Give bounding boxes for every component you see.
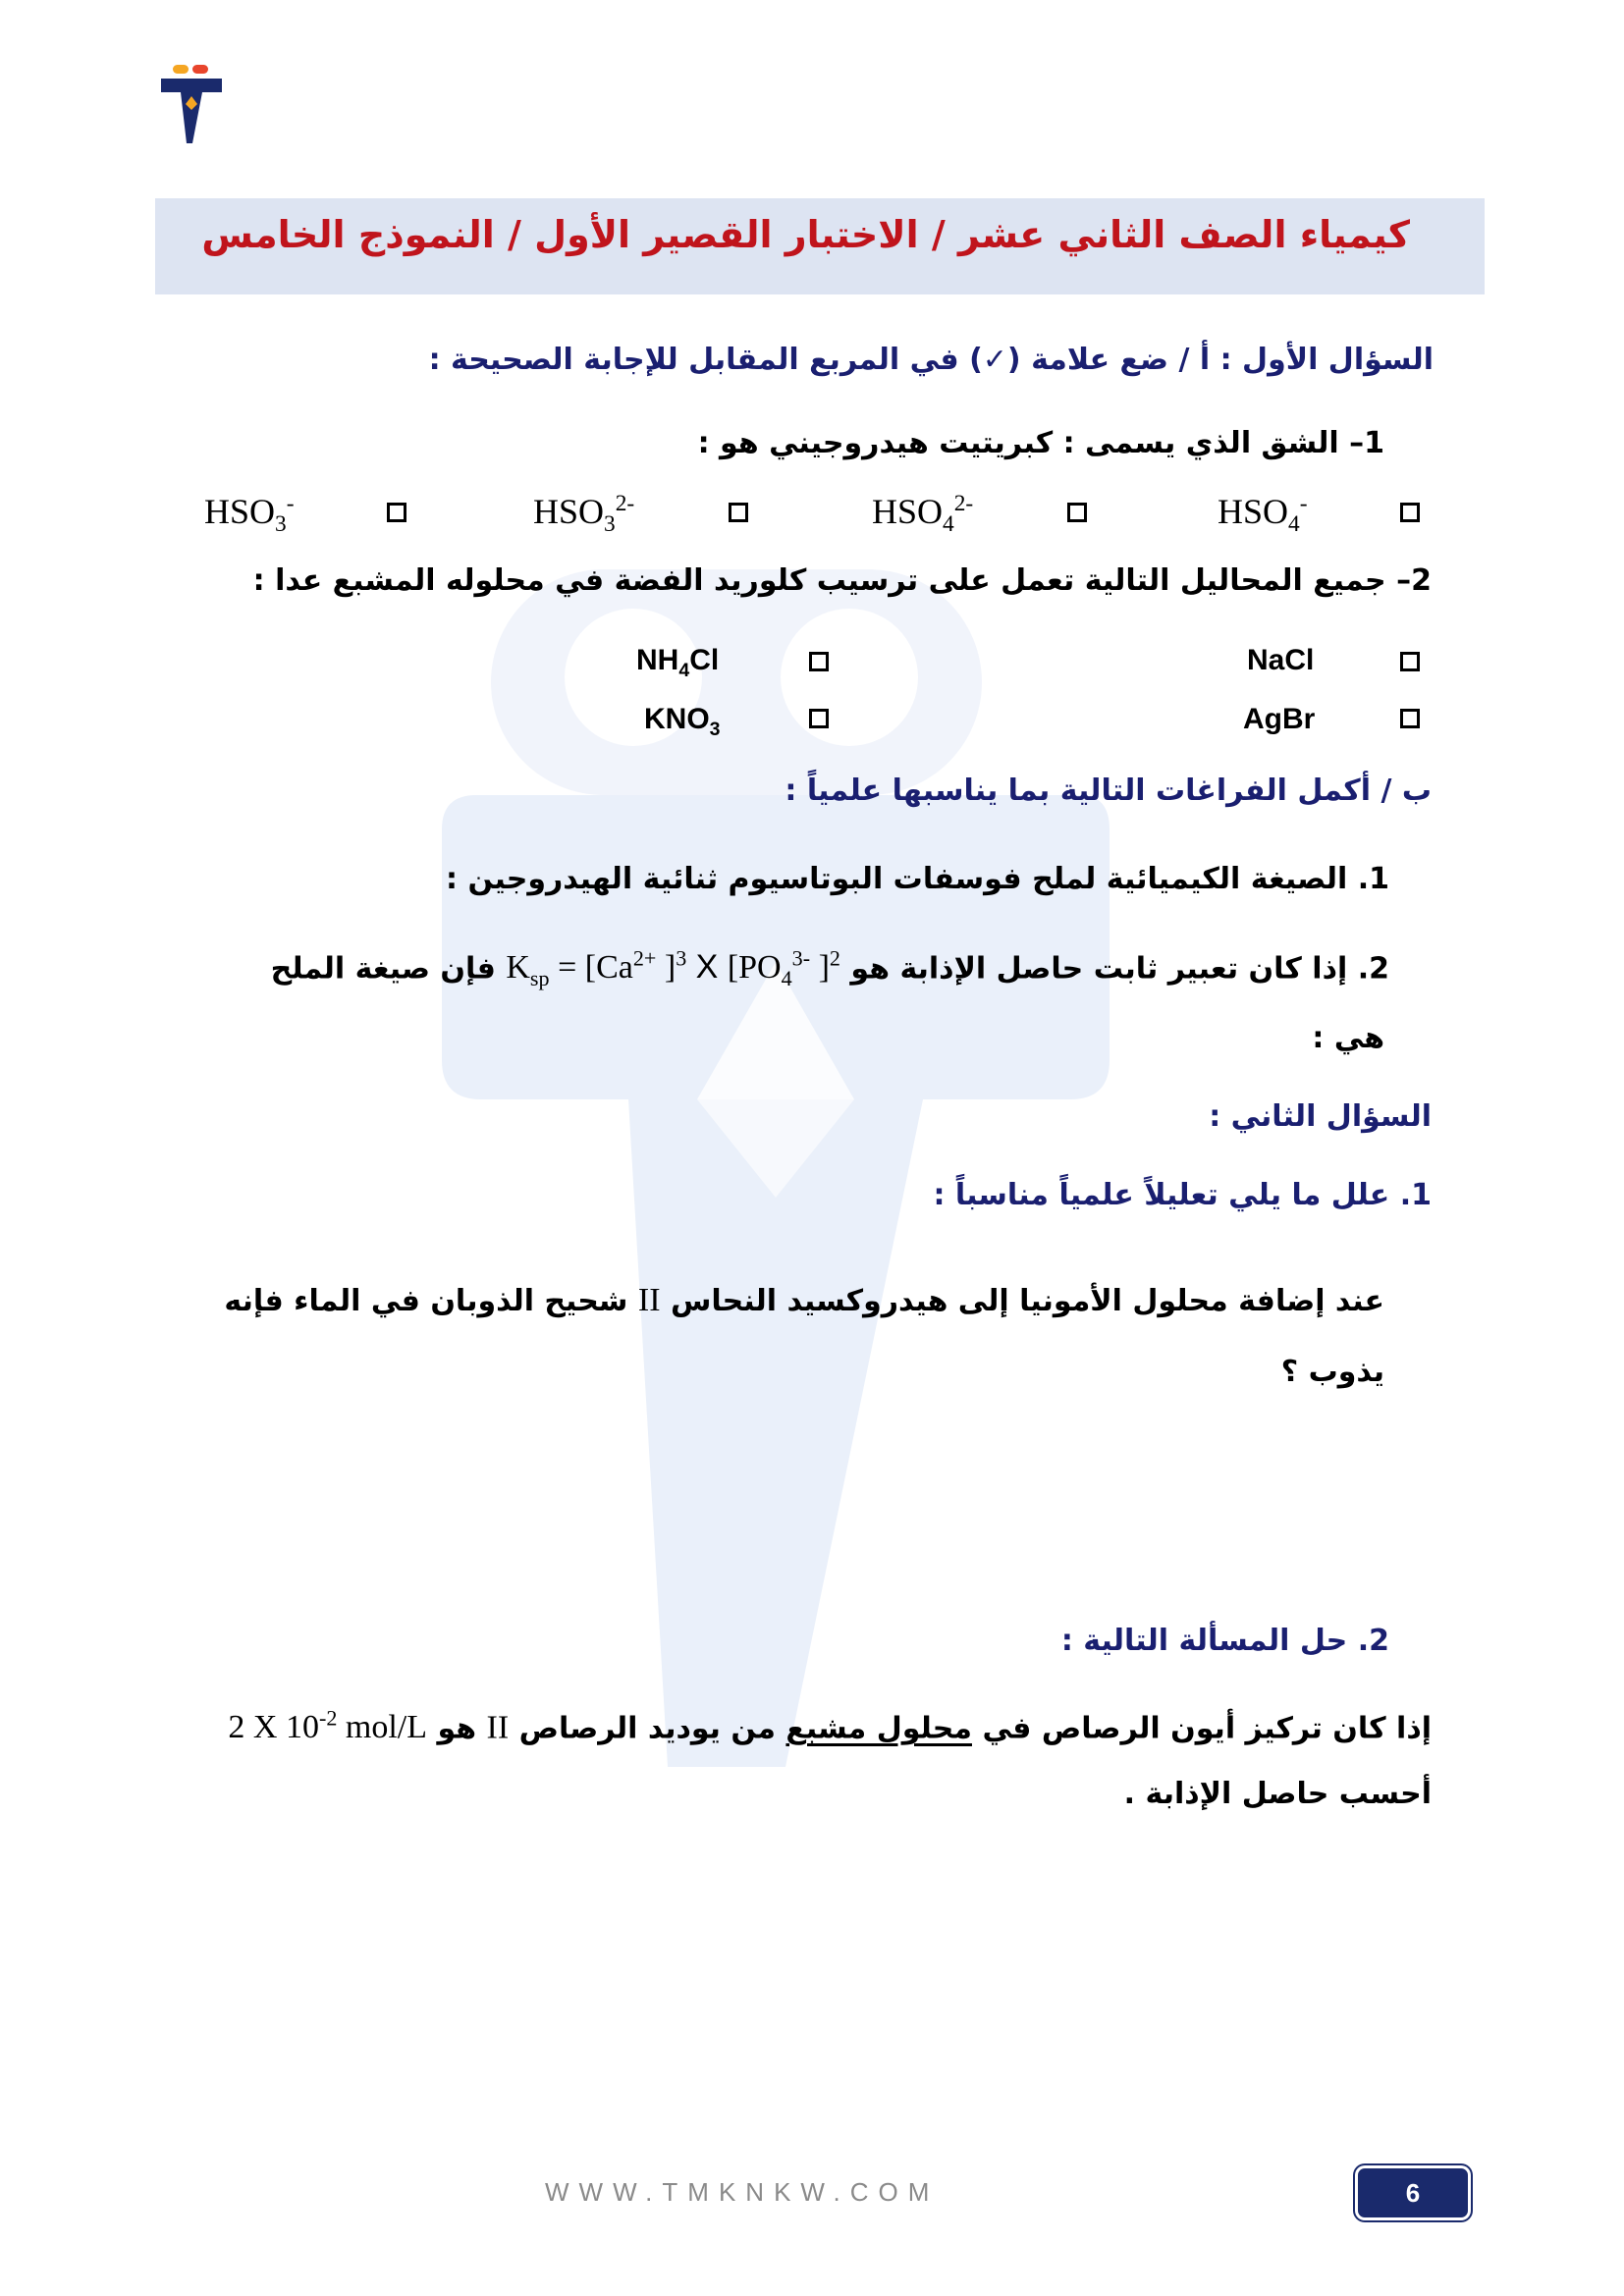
question1-heading-a: السؤال الأول : أ / ضع علامة (✓) في المربع المقابل للإجابة الصحيحة : xyxy=(428,343,1434,377)
item1-text: الشق الذي يسمى : كبريتيت هيدروجيني هو : xyxy=(697,426,1339,460)
b-item1 xyxy=(295,858,1389,901)
b-item2-number: 2. xyxy=(1357,951,1389,987)
b-item1-number: 1. xyxy=(1357,862,1389,896)
option-hso4-2minus: $HSO_4^{2-}$ xyxy=(872,491,974,538)
page-number: 6 xyxy=(1405,2178,1421,2208)
ksp-expression: $K_{sp} = [Ca^{2+}$ ]$^3$ X [$PO_4^{3-}$ ]$^2$ xyxy=(506,946,840,991)
option-hso3-2minus: $HSO_3^{2-}$ xyxy=(533,491,635,538)
question2-item1-label: 1. علل ما يلي تعليلاً علمياً مناسباً : xyxy=(933,1178,1432,1212)
option-kno3: $KNO_3$ xyxy=(644,703,721,740)
checkbox-kno3[interactable] xyxy=(809,709,829,728)
page-number-box xyxy=(1355,2165,1471,2220)
tmknkw-logo-icon xyxy=(159,61,224,147)
item2-number: 2– xyxy=(1396,563,1432,598)
checkbox-nh4cl[interactable] xyxy=(809,652,829,671)
page-title: كيمياء الصف الثاني عشر / الاختبار القصير الأول / النموذج الخامس xyxy=(201,213,1410,256)
question2-item2-line2: أحسب حاصل الإذابة . xyxy=(1123,1777,1432,1811)
checkbox-hso3-2minus[interactable] xyxy=(729,503,748,522)
b-item2-text-before: إذا كان تعبير ثابت حاصل الإذابة هو xyxy=(850,951,1348,987)
b-item2-text-after: فإن صيغة الملح xyxy=(270,951,496,987)
question1-item2 xyxy=(167,560,1432,603)
question2-item2-line1: إذا كان تركيز أيون الرصاص في محلول مشبع من يوديد الرصاص II هو 2 X $10^{-2}$ mol/L xyxy=(228,1706,1432,1746)
checkbox-hso3-minus[interactable] xyxy=(387,503,406,522)
item1-number: 1– xyxy=(1349,426,1384,460)
question2-item1-line1: عند إضافة محلول الأمونيا إلى هيدروكسيد النحاس II شحيح الذوبان في الماء فإنه xyxy=(224,1282,1384,1318)
concentration-value: 2 X $10^{-2}$ mol/L xyxy=(228,1706,427,1746)
b-item2-line2: هي : xyxy=(1312,1021,1384,1055)
checkbox-hso4-minus[interactable] xyxy=(1400,503,1420,522)
question2-heading: السؤال الثاني : xyxy=(1209,1099,1432,1134)
option-nh4cl: $NH_4Cl$ xyxy=(636,644,720,681)
question1-heading-b: ب / أكمل الفراغات التالية بما يناسبها علمياً : xyxy=(785,774,1432,808)
checkbox-hso4-2minus[interactable] xyxy=(1067,503,1087,522)
item2-text: جميع المحاليل التالية تعمل على ترسيب كلوريد الفضة في محلوله المشبع عدا : xyxy=(252,563,1386,598)
option-hso4-minus: $HSO_4^-$ xyxy=(1218,491,1308,538)
option-nacl: NaCl xyxy=(1247,644,1315,676)
b-item1-text: الصيغة الكيميائية لملح فوسفات البوتاسيوم ثنائية الهيدروجين : xyxy=(446,862,1348,896)
question2-item1-line2: يذوب ؟ xyxy=(1280,1355,1384,1389)
b-item2 xyxy=(157,934,1389,1003)
question1-item1 xyxy=(491,422,1384,465)
question2-item2-label: 2. حل المسألة التالية : xyxy=(1060,1624,1389,1658)
option-agbr: AgBr xyxy=(1243,703,1316,735)
option-hso3-minus: $HSO_3^-$ xyxy=(204,491,295,538)
checkbox-agbr[interactable] xyxy=(1400,709,1420,728)
footer-website: WWW.TMKNKW.COM xyxy=(545,2177,940,2207)
checkbox-nacl[interactable] xyxy=(1400,652,1420,671)
